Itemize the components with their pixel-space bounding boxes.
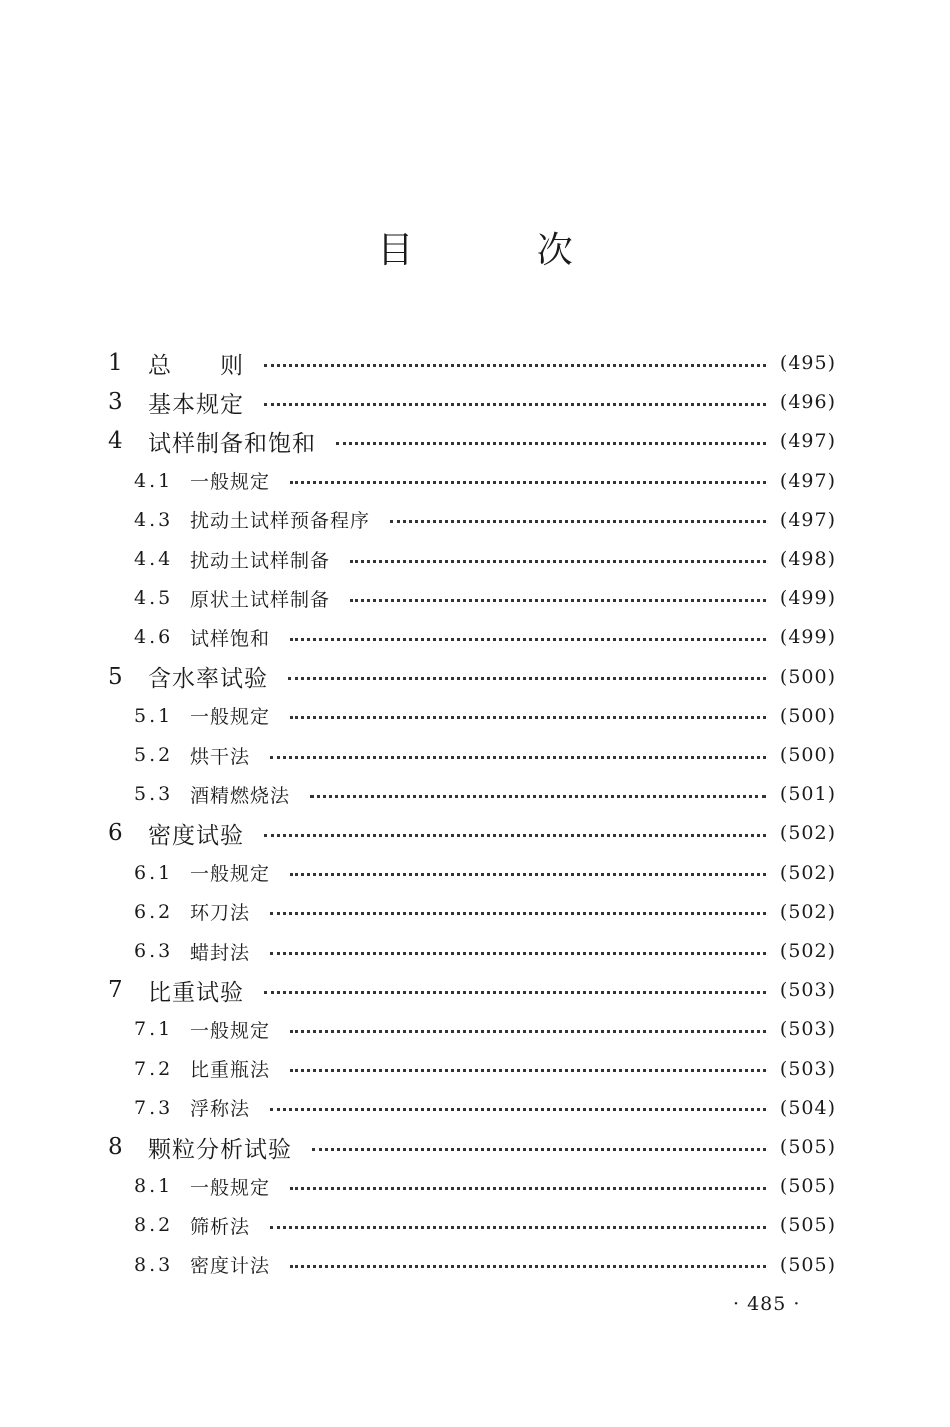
toc-entry-title: 试样饱和 xyxy=(190,627,271,650)
toc-entry-number: 6.1 xyxy=(134,861,174,884)
toc-entry-page: (497) xyxy=(779,430,836,453)
toc-entry[interactable] xyxy=(108,659,836,695)
toc-entry-page: (504) xyxy=(779,1096,836,1119)
toc-entry[interactable] xyxy=(134,737,836,773)
toc-entry-number: 8.1 xyxy=(134,1175,174,1198)
toc-entry[interactable] xyxy=(108,423,836,459)
toc-entry-page: (500) xyxy=(779,665,836,688)
toc-entry-page: (498) xyxy=(779,548,836,570)
toc-entry-page: (505) xyxy=(779,1136,836,1158)
toc-entry-title: 总 则 xyxy=(148,352,244,379)
toc-entry-number: 6.3 xyxy=(134,940,174,962)
toc-entry-number: 7.1 xyxy=(134,1018,174,1041)
toc-entry-title: 密度试验 xyxy=(148,822,244,849)
dot-leader xyxy=(270,952,766,955)
toc-entry-page: (502) xyxy=(779,940,836,962)
dot-leader xyxy=(264,991,766,994)
dot-leader xyxy=(290,481,766,484)
toc-entry[interactable] xyxy=(134,1090,836,1126)
toc-entry-title: 一般规定 xyxy=(190,863,271,886)
toc-entry-number: 8.3 xyxy=(134,1253,174,1276)
toc-entry-number: 5.2 xyxy=(134,744,174,766)
toc-entry-page: (496) xyxy=(779,391,836,414)
toc-entry-page: (501) xyxy=(779,783,836,806)
toc-entry-page: (502) xyxy=(779,900,836,923)
dot-leader xyxy=(290,638,766,641)
toc-entry-page: (505) xyxy=(779,1214,836,1237)
toc-entry-title: 含水率试验 xyxy=(148,666,268,693)
dot-leader xyxy=(310,795,766,798)
dot-leader xyxy=(290,1030,766,1033)
toc-entry-number: 7.2 xyxy=(134,1057,174,1080)
toc-entry[interactable] xyxy=(134,855,836,891)
toc-entry-number: 5 xyxy=(108,663,123,690)
page-title: 目 次 xyxy=(377,230,629,271)
toc-entry[interactable] xyxy=(134,580,836,616)
toc-entry-title: 比重瓶法 xyxy=(190,1059,271,1082)
toc-entry-title: 基本规定 xyxy=(148,391,244,418)
dot-leader xyxy=(270,1108,766,1111)
dot-leader xyxy=(290,1069,766,1072)
toc-entry-title: 扰动土试样预备程序 xyxy=(190,510,371,533)
toc-entry-title: 环刀法 xyxy=(190,902,251,925)
dot-leader xyxy=(264,403,766,406)
toc-entry-page: (503) xyxy=(779,1018,836,1041)
toc-entry-page: (499) xyxy=(779,626,836,649)
dot-leader xyxy=(336,442,766,445)
toc-entry-page: (505) xyxy=(779,1253,836,1276)
toc-entry-page: (503) xyxy=(779,979,836,1002)
toc-entry-title: 一般规定 xyxy=(190,1176,271,1199)
toc-entry[interactable] xyxy=(134,1247,836,1283)
dot-leader xyxy=(350,599,766,602)
toc-entry[interactable] xyxy=(134,776,836,812)
dot-leader xyxy=(270,1226,766,1229)
toc-entry[interactable] xyxy=(134,502,836,538)
dot-leader xyxy=(350,560,766,563)
toc-entry-number: 7.3 xyxy=(134,1096,174,1119)
toc-entry-number: 5.1 xyxy=(134,704,174,727)
dot-leader xyxy=(290,1187,766,1190)
toc-entry-title: 酒精燃烧法 xyxy=(190,784,291,807)
toc-entry[interactable] xyxy=(108,1129,836,1165)
toc-entry-title: 密度计法 xyxy=(190,1255,271,1278)
dot-leader xyxy=(288,677,766,680)
toc-entry-number: 6 xyxy=(108,820,123,847)
toc-entry[interactable] xyxy=(134,1207,836,1243)
toc-entry-title: 烘干法 xyxy=(190,745,251,768)
toc-entry-title: 浮称法 xyxy=(190,1098,251,1121)
toc-entry-number: 1 xyxy=(108,350,123,376)
toc-entry[interactable] xyxy=(108,972,836,1008)
dot-leader xyxy=(264,364,766,367)
toc-entry-title: 扰动土试样制备 xyxy=(190,549,331,572)
toc-entry[interactable] xyxy=(108,815,836,851)
toc-entry[interactable] xyxy=(134,463,836,499)
toc-entry-page: (495) xyxy=(779,352,836,374)
toc-entry-title: 一般规定 xyxy=(190,706,271,729)
dot-leader xyxy=(290,873,766,876)
toc-entry[interactable] xyxy=(134,698,836,734)
toc-entry-number: 6.2 xyxy=(134,900,174,923)
toc-entry[interactable] xyxy=(134,1051,836,1087)
toc-entry-page: (499) xyxy=(779,587,836,610)
toc-entry-number: 7 xyxy=(108,977,123,1004)
toc-entry-number: 4.1 xyxy=(134,469,174,492)
toc-entry[interactable] xyxy=(134,894,836,930)
toc-entry[interactable] xyxy=(134,541,836,577)
toc-entry-title: 比重试验 xyxy=(148,979,244,1006)
toc-entry-number: 4.3 xyxy=(134,508,174,531)
dot-leader xyxy=(390,520,766,523)
toc-entry-title: 原状土试样制备 xyxy=(190,588,331,611)
toc-entry[interactable] xyxy=(108,345,836,381)
toc-entry-title: 试样制备和饱和 xyxy=(148,430,316,457)
toc-entry-title: 筛析法 xyxy=(190,1215,251,1238)
toc-entry[interactable] xyxy=(134,1011,836,1047)
toc-entry-page: (500) xyxy=(779,744,836,766)
toc-entry[interactable] xyxy=(134,1168,836,1204)
dot-leader xyxy=(264,834,766,837)
toc-entry-page: (502) xyxy=(779,861,836,884)
dot-leader xyxy=(290,716,766,719)
dot-leader xyxy=(270,912,766,915)
toc-entry-title: 一般规定 xyxy=(190,471,271,494)
toc-entry-number: 4.6 xyxy=(134,626,174,649)
toc-entry-number: 8.2 xyxy=(134,1214,174,1237)
toc-entry-page: (505) xyxy=(779,1175,836,1198)
dot-leader xyxy=(270,756,766,759)
toc-entry-title: 一般规定 xyxy=(190,1019,271,1042)
toc-entry-page: (503) xyxy=(779,1057,836,1080)
toc-entry-number: 8 xyxy=(108,1134,123,1160)
toc-entry[interactable] xyxy=(134,933,836,969)
toc-entry[interactable] xyxy=(108,384,836,420)
toc-entry-title: 蜡封法 xyxy=(190,941,251,964)
dot-leader xyxy=(312,1148,766,1151)
toc-entry-page: (497) xyxy=(779,469,836,492)
dot-leader xyxy=(290,1265,766,1268)
toc-entry-title: 颗粒分析试验 xyxy=(148,1136,292,1163)
page-number: · 485 · xyxy=(733,1293,801,1315)
toc-entry-number: 5.3 xyxy=(134,783,174,806)
toc-entry-number: 3 xyxy=(108,389,123,416)
toc-entry-page: (502) xyxy=(779,822,836,845)
toc-entry-page: (497) xyxy=(779,508,836,531)
toc-entry-number: 4.4 xyxy=(134,548,174,570)
toc-entry-number: 4 xyxy=(108,428,123,455)
toc-entry-page: (500) xyxy=(779,704,836,727)
toc-entry-number: 4.5 xyxy=(134,587,174,610)
toc-entry[interactable] xyxy=(134,619,836,655)
